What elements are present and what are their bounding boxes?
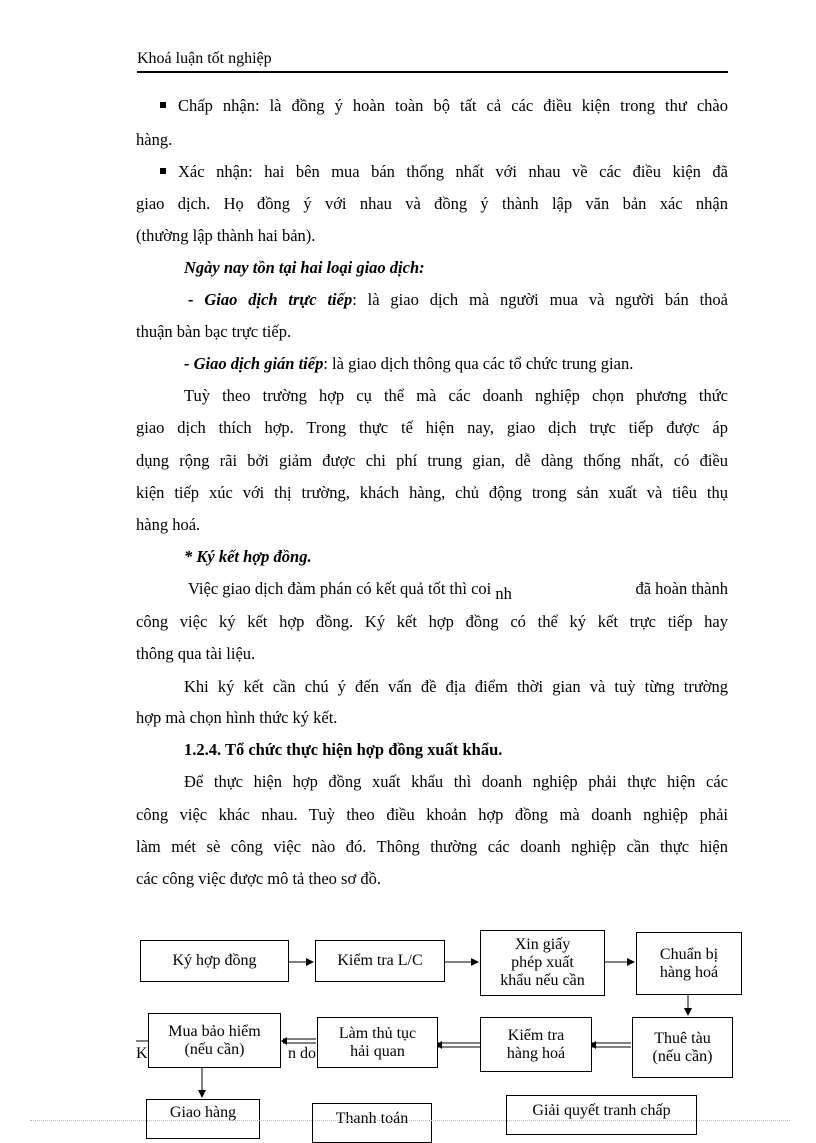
paragraph-line: hợp mà chọn hình thức ký kết.: [136, 708, 338, 727]
paragraph-line: Để thực hiện hợp đồng xuất khẩu thì doanh nghiệp phải thực hiện các: [184, 772, 728, 791]
paragraph-line: công việc khác nhau. Tuỳ theo điều khoản hợp đồng mà doanh nghiệp phải: [136, 805, 728, 824]
page-bottom-dots: [30, 1120, 790, 1121]
flow-box-insurance: Mua bảo hiểm (nếu cần): [148, 1013, 281, 1068]
paragraph-line: hàng hoá.: [136, 515, 201, 534]
flow-box-check-lc: Kiểm tra L/C: [315, 940, 445, 982]
paragraph-line: dụng rộng rãi bởi giảm được chi phí trung gian, dễ dàng thống nhất, có điều: [136, 451, 728, 470]
flow-box-export-license: Xin giấy phép xuất khẩu nếu cần: [480, 930, 605, 996]
paragraph-line: công việc ký kết hợp đồng. Ký kết hợp đồng có thể ký kết trực tiếp hay: [136, 612, 728, 631]
term: - Giao dịch gián tiếp: [184, 354, 324, 373]
flow-box-prepare-goods: Chuẩn bị hàng hoá: [636, 932, 742, 995]
section-heading: Ngày nay tồn tại hai loại giao dịch:: [184, 258, 425, 277]
flow-box-delivery: Giao hàng: [146, 1099, 260, 1139]
paragraph-line: - Giao dịch trực tiếp: là giao dịch mà người mua và người bán thoả: [188, 290, 728, 309]
paragraph-line: giao dịch. Họ đồng ý với nhau và đồng ý thành lập văn bản xác nhận: [136, 194, 728, 213]
paragraph-line: hàng.: [136, 130, 173, 149]
paragraph-line: làm mét sè công việc nào đó. Thông thường các doanh nghiệp cần thực hiện: [136, 837, 728, 856]
page-header: Khoá luận tốt nghiệp: [137, 50, 272, 67]
paragraph-line: thuận bàn bạc trực tiếp.: [136, 322, 292, 341]
flow-box-charter-ship: Thuê tàu (nếu cần): [632, 1017, 733, 1078]
subscript-fragment: nh: [495, 584, 512, 603]
flow-box-dispute: Giải quyết tranh chấp: [506, 1095, 697, 1135]
text-fragment: K: [136, 1045, 148, 1062]
section-heading: 1.2.4. Tổ chức thực hiện hợp đồng xuất khẩu.: [184, 740, 503, 759]
flow-box-sign-contract: Ký hợp đồng: [140, 940, 289, 982]
flow-box-customs: Làm thủ tục hải quan: [317, 1017, 438, 1068]
flow-box-payment: Thanh toán: [312, 1103, 432, 1143]
paragraph-line: (thường lập thành hai bản).: [136, 226, 316, 245]
paragraph-line: giao dịch thích hợp. Trong thực tế hiện nay, giao dịch trực tiếp được áp: [136, 418, 728, 437]
paragraph-line: Khi ký kết cần chú ý đến vấn đề địa điểm thời gian và tuỳ từng trường: [184, 677, 728, 696]
paragraph-line: Việc giao dịch đàm phán có kết quả tốt thì coi nh đã hoàn thành: [188, 579, 728, 603]
paragraph-line: Xác nhận: hai bên mua bán thống nhất với nhau về các điều kiện đã: [160, 162, 728, 182]
flow-box-inspect-goods: Kiểm tra hàng hoá: [480, 1017, 592, 1072]
paragraph-line: Chấp nhận: là đồng ý hoàn toàn bộ tất cả các điều kiện trong thư chào: [160, 96, 728, 116]
paragraph-line: - Giao dịch gián tiếp: là giao dịch thông qua các tổ chức trung gian.: [184, 354, 634, 373]
paragraph-line: Tuỳ theo trường hợp cụ thể mà các doanh nghiệp chọn phương thức: [184, 386, 728, 405]
paragraph-line: các công việc được mô tả theo sơ đồ.: [136, 869, 381, 888]
term: - Giao dịch trực tiếp: [188, 290, 353, 309]
paragraph-line: kiện tiếp xúc với thị trường, khách hàng, chủ động trong sản xuất và tiêu thụ: [136, 483, 728, 502]
text-fragment: n do: [288, 1045, 316, 1062]
section-heading: * Ký kết hợp đồng.: [184, 547, 312, 566]
paragraph-line: thông qua tài liệu.: [136, 644, 256, 663]
